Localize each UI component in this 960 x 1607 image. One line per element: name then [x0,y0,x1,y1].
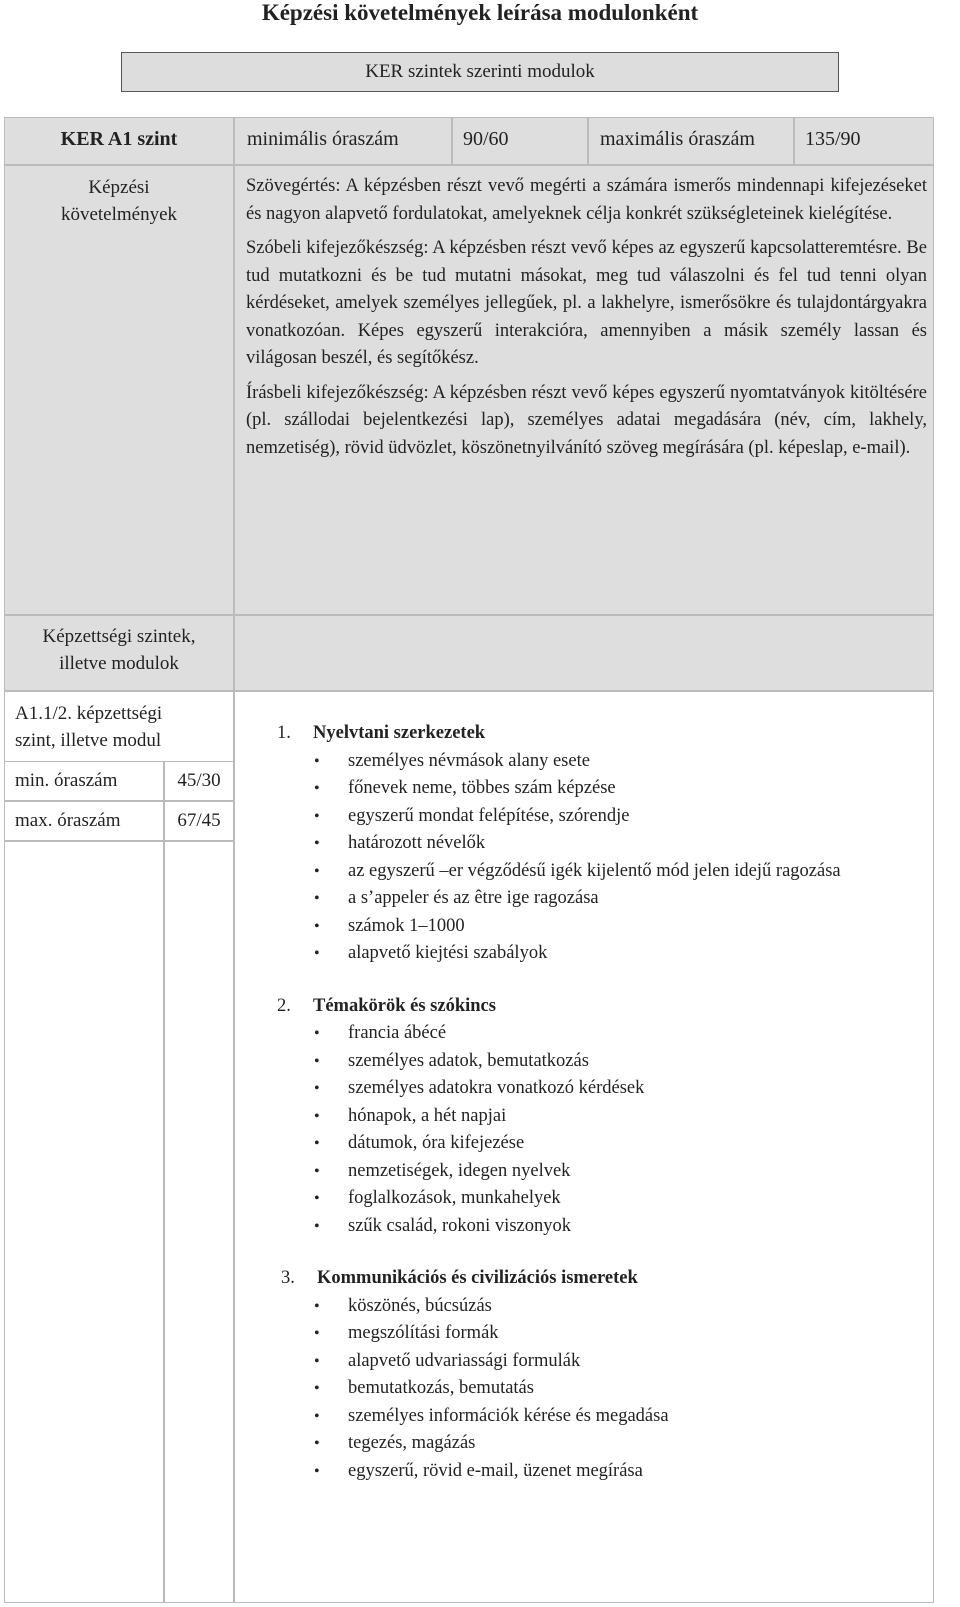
list-item: • megszólítási formák [235,1320,933,1348]
list-item: • köszönés, búcsúzás [235,1293,933,1321]
levels-label-line2: illetve modulok [59,653,179,674]
list-item: • szűk család, rokoni viszonyok [235,1213,933,1241]
levels-label-cell [4,615,234,691]
requirements-label-cell [4,165,234,615]
section-number: 2. [277,995,291,1016]
module-max-value: 67/45 [177,810,221,831]
requirements-content-cell [234,165,934,615]
list-item: • dátumok, óra kifejezése [235,1130,933,1158]
list-item: • tegezés, magázás [235,1430,933,1458]
list-item: • a s’appeler és az être ige ragozása [235,885,933,913]
communication-list [235,1293,933,1486]
list-item: • foglalkozások, munkahelyek [235,1185,933,1213]
levels-row [4,615,934,691]
section-number: 3. [281,1268,295,1288]
section-banner: KER szintek szerinti modulok [121,52,839,92]
module-min-label-cell [4,761,164,801]
list-item: • főnevek neme, többes szám képzése [235,775,933,803]
max-hours-value-cell [794,117,934,165]
module-row [4,691,934,1603]
module-min-value-cell [164,761,234,801]
requirements-row [4,165,934,615]
module-label-line1: A1.1/2. képzettségi [15,703,163,724]
list-item: • számok 1–1000 [235,913,933,941]
section-heading [277,1265,933,1293]
section-grammar [277,720,933,968]
list-item: • francia ábécé [235,1020,933,1048]
module-max-label-cell [4,801,164,841]
section-title: Kommunikációs és civilizációs ismeretek [317,1268,638,1288]
reading-paragraph: Szövegértés: A képzésben részt vevő megérti a számára ismerős mindennapi kifejezéseket és nagyon alapvető fordulatokat, amelyeknek célja konkrét szükségleteinek kielégítése. [246,176,927,224]
list-item: • bemutatkozás, bemutatás [235,1375,933,1403]
list-item: • személyes adatokra vonatkozó kérdések [235,1075,933,1103]
section-communication [277,1265,933,1485]
grammar-list [235,748,933,968]
list-item: • az egyszerű –er végződésű igék kijelentő mód jelen idejű ragozása [235,858,933,886]
topics-list [235,1020,933,1240]
section-number: 1. [277,723,291,743]
min-hours-label: minimális óraszám [247,128,399,150]
section-topics [277,993,933,1241]
levels-content-cell [234,615,934,691]
min-hours-value-cell [452,117,588,165]
max-hours-label: maximális óraszám [600,128,755,150]
speaking-paragraph: Szóbeli kifejezőkészség: A képzésben részt vevő képes az egyszerű kapcsolatteremtésre. Be tud mutatkozni és be tud mutatni másokat, meg tud válaszolni és fel tud tenni olyan kérdéseket, amelyek személyes jellegűek, pl. a lakhelyre, ismerősökre és tulajdontárgyakra vonatkozóan. Képes egyszerű interakcióra, amennyiben a másik személy lassan és világosan beszél, és segítőkész. [246,238,927,368]
module-label-cell [4,691,234,761]
module-max-value-cell [164,801,234,841]
list-item: • személyes adatok, bemutatkozás [235,1048,933,1076]
section-heading [277,720,933,748]
module-min-value: 45/30 [177,770,221,791]
requirements-label-line2: követelmények [60,204,178,225]
section-heading [277,993,933,1021]
list-item: • egyszerű, rövid e-mail, üzenet megírása [235,1458,933,1486]
max-hours-value: 135/90 [805,128,861,150]
requirements-label-line1: Képzési [88,177,150,198]
section-title: Témakörök és szókincs [313,995,496,1016]
section-title: Nyelvtani szerkezetek [313,723,486,743]
min-hours-value: 90/60 [463,128,509,150]
list-item: • egyszerű mondat felépítése, szórendje [235,803,933,831]
page-title: Képzési követelmények leírása modulonként [261,0,699,25]
module-label-line2: szint, illetve modul [15,730,162,751]
module-left-blank-b [164,841,234,1603]
module-max-label: max. óraszám [15,810,121,831]
list-item: • személyes névmások alany esete [235,748,933,776]
header-row [4,117,934,165]
module-min-label: min. óraszám [15,770,118,791]
module-left-blank-a [4,841,164,1603]
writing-paragraph: Írásbeli kifejezőkészség: A képzésben részt vevő képes egyszerű nyomtatványok kitöltésére (pl. szállodai bejelentkezési lap), személyes adatai megadására (név, cím, lakhely, nemzetiség), rövid üdvözlet, köszönetnyilvánító szöveg megírására (pl. képeslap, e-mail). [246,382,927,458]
max-hours-label-cell [588,117,794,165]
levels-label-line1: Képzettségi szintek, [42,626,196,647]
module-content-cell [234,691,934,1603]
level-cell [4,117,234,165]
list-item: • nemzetiségek, idegen nyelvek [235,1158,933,1186]
list-item: • alapvető kiejtési szabályok [235,940,933,968]
list-item: • alapvető udvariassági formulák [235,1348,933,1376]
min-hours-label-cell [234,117,452,165]
level-label: KER A1 szint [60,128,178,150]
list-item: • hónapok, a hét napjai [235,1103,933,1131]
list-item: • személyes információk kérése és megadása [235,1403,933,1431]
list-item: • határozott névelők [235,830,933,858]
